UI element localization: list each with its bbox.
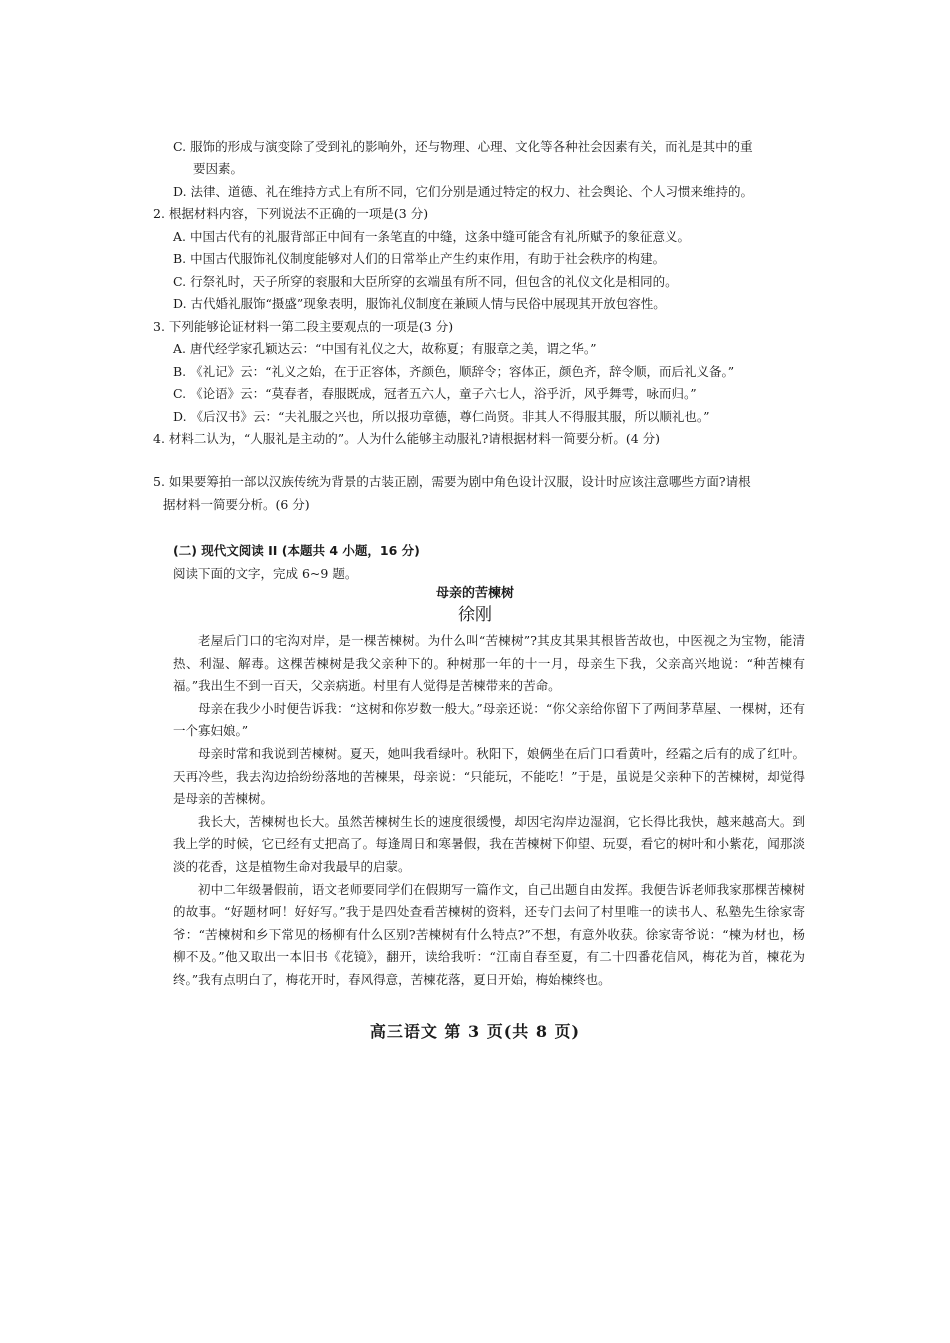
article-paragraph: 母亲时常和我说到苦楝树。夏天，她叫我看绿叶。秋阳下，娘俩坐在后门口看黄叶，经霜之后有的成了红叶。天再冷些，我去沟边拾纷纷落地的苦楝果，母亲说：“只能玩，不能吃！”于是，虽说是父亲种下的苦楝树，却觉得是母亲的苦楝树。 <box>173 745 805 807</box>
article-paragraph: 老屋后门口的宅沟对岸，是一棵苦楝树。为什么叫“苦楝树”?其皮其果其根皆苦故也，中医视之为宝物，能清热、利湿、解毒。这棵苦楝树是我父亲种下的。种树那一年的十一月，母亲生下我，父亲高兴地说：“种苦楝有福。”我出生不到一百天，父亲病逝。村里有人觉得是苦楝带来的苦命。 <box>173 633 805 694</box>
q2-stem: 2. 根据材料内容，下列说法不正确的一项是(3 分) <box>153 206 429 221</box>
q2-option-a: A. 中国古代有的礼服背部正中间有一条笔直的中缝，这条中缝可能含有礼所赋予的象征意义。 <box>173 229 690 244</box>
q3-option-b: B. 《礼记》云：“礼义之始，在于正容体，齐颜色，顺辞令；容体正，颜色齐，辞令顺，而后礼义备。” <box>173 364 735 379</box>
section-title: (二) 现代文阅读 II (本题共 4 小题，16 分) <box>173 543 420 558</box>
q1-option-c-line2: 要因素。 <box>193 161 244 176</box>
section-instruction: 阅读下面的文字，完成 6~9 题。 <box>173 566 358 581</box>
q2-option-b: B. 中国古代服饰礼仪制度能够对人们的日常举止产生约束作用，有助于社会秩序的构建。 <box>173 251 666 266</box>
q1-option-c-line1: C. 服饰的形成与演变除了受到礼的影响外，还与物理、心理、文化等各种社会因素有关，而礼是其中的重 <box>173 139 753 154</box>
q1-option-d: D. 法律、道德、礼在维持方式上有所不同，它们分别是通过特定的权力、社会舆论、个人习惯来维持的。 <box>173 184 754 199</box>
article-paragraph: 我长大，苦楝树也长大。虽然苦楝树生长的速度很缓慢，却因宅沟岸边湿润，它长得比我快，越来越高大。到我上学的时候，它已经有丈把高了。每逢周日和寒暑假，我在苦楝树下仰望、玩耍，看它的树叶和小紫花，闻那淡淡的花香，这是植物生命对我最早的启蒙。 <box>173 813 805 874</box>
q3-stem: 3. 下列能够论证材料一第二段主要观点的一项是(3 分) <box>153 319 454 334</box>
article-author: 徐刚 <box>458 605 492 625</box>
q5-stem-line2: 据材料一简要分析。(6 分) <box>163 497 310 512</box>
q3-option-a: A. 唐代经学家孔颖达云：“中国有礼仪之大，故称夏；有服章之美，谓之华。” <box>173 341 597 356</box>
q4-stem: 4. 材料二认为，“人服礼是主动的”。人为什么能够主动服礼?请根据材料一简要分析。(4 分) <box>153 431 661 446</box>
article-title: 母亲的苦楝树 <box>435 586 514 601</box>
q2-option-c: C. 行祭礼时，天子所穿的衮服和大臣所穿的玄端虽有所不同，但包含的礼仪文化是相同的。 <box>173 274 678 289</box>
q3-option-d: D. 《后汉书》云：“夫礼服之兴也，所以报功章德，尊仁尚贤。非其人不得服其服，所以顺礼也。” <box>173 409 710 424</box>
page-footer: 高三语文 第 3 页(共 8 页) <box>369 1022 581 1041</box>
article-paragraph: 母亲在我少小时便告诉我：“这树和你岁数一般大。”母亲还说：“你父亲给你留下了两间茅草屋、一棵树，还有一个寡妇娘。” <box>173 700 805 739</box>
article-body <box>173 630 805 992</box>
article-paragraph: 初中二年级暑假前，语文老师要同学们在假期写一篇作文，自己出题自由发挥。我便告诉老师我家那棵苦楝树的故事。“好题材呵！好好写。”我于是四处查看苦楝树的资料，还专门去问了村里唯一的读书人、私塾先生徐家寄爷：“苦楝树和乡下常见的杨柳有什么区别?苦楝树有什么特点?”不想，有意外收获。徐家寄爷说：“楝为材也，杨柳不及。”他又取出一本旧书《花镜》，翻开，读给我听：“江南自春至夏，有二十四番花信风，梅花为首，楝花为终。”我有点明白了，梅花开时，春风得意，苦楝花落，夏日开始，梅始楝终也。 <box>173 881 805 987</box>
q2-option-d: D. 古代婚礼服饰“摄盛”现象表明，服饰礼仪制度在兼顾人情与民俗中展现其开放包容性。 <box>173 296 666 311</box>
q5-stem-line1: 5. 如果要筹拍一部以汉族传统为背景的古装正剧，需要为剧中角色设计汉服，设计时应该注意哪些方面?请根 <box>153 474 751 489</box>
q3-option-c: C. 《论语》云：“莫春者，春服既成，冠者五六人，童子六七人，浴乎沂，风乎舞雩，咏而归。” <box>173 386 697 401</box>
